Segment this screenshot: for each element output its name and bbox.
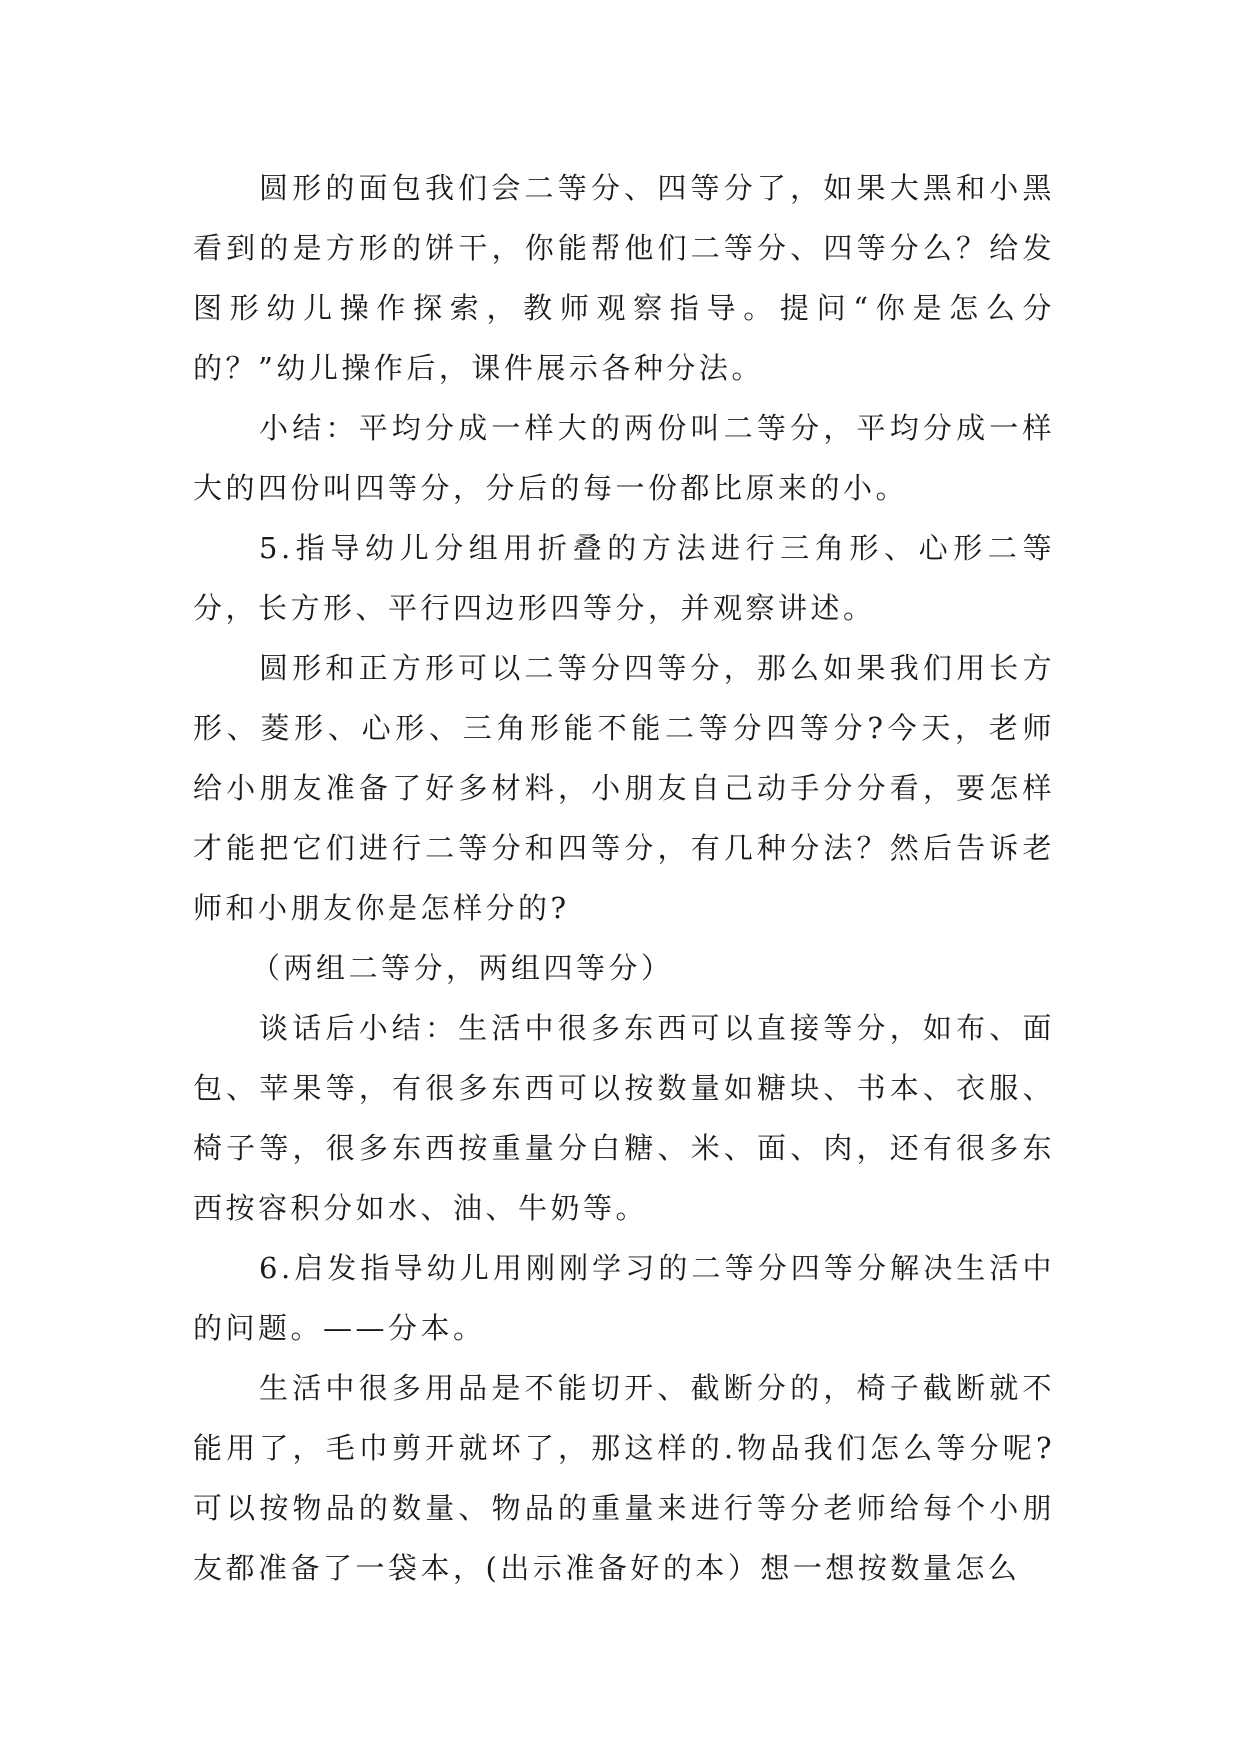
paragraph-shapes-materials: 圆形和正方形可以二等分四等分，那么如果我们用长方形、菱形、心形、三角形能不能二等分四等分?今天，老师给小朋友准备了好多材料，小朋友自己动手分分看，要怎样才能把它们进行二等分和四等分，有几种分法？然后告诉老师和小朋友你是怎样分的? [193, 651, 1055, 925]
paragraph-group-note: （两组二等分，两组四等分） [251, 951, 674, 985]
paragraph-dividing-items: 生活中很多用品是不能切开、截断分的，椅子截断就不能用了，毛巾剪开就坏了，那这样的.物品我们怎么等分呢?可以按物品的数量、物品的重量来进行等分老师给每个小朋友都准备了一袋本，(出示准备好的本）想一想按数量怎么 [193, 1371, 1055, 1585]
document-body [193, 158, 1055, 1598]
paragraph-square-biscuit: 圆形的面包我们会二等分、四等分了，如果大黑和小黑看到的是方形的饼干，你能帮他们二等分、四等分么？给发图形幼儿操作探索，教师观察指导。提问“你是怎么分的？”幼儿操作后，课件展示各种分法。 [193, 171, 1055, 385]
paragraph-summary-halves-quarters: 小结：平均分成一样大的两份叫二等分，平均分成一样大的四份叫四等分，分后的每一份都比原来的小。 [193, 411, 1055, 505]
paragraph-step-6-daily-life: 6.启发指导幼儿用刚刚学习的二等分四等分解决生活中的问题。——分本。 [193, 1251, 1055, 1345]
paragraph-discussion-summary: 谈话后小结：生活中很多东西可以直接等分，如布、面包、苹果等，有很多东西可以按数量如糖块、书本、衣服、椅子等，很多东西按重量分白糖、米、面、肉，还有很多东西按容积分如水、油、牛奶等。 [193, 1011, 1055, 1225]
paragraph-step-5-folding: 5.指导幼儿分组用折叠的方法进行三角形、心形二等分，长方形、平行四边形四等分，并观察讲述。 [193, 531, 1055, 625]
